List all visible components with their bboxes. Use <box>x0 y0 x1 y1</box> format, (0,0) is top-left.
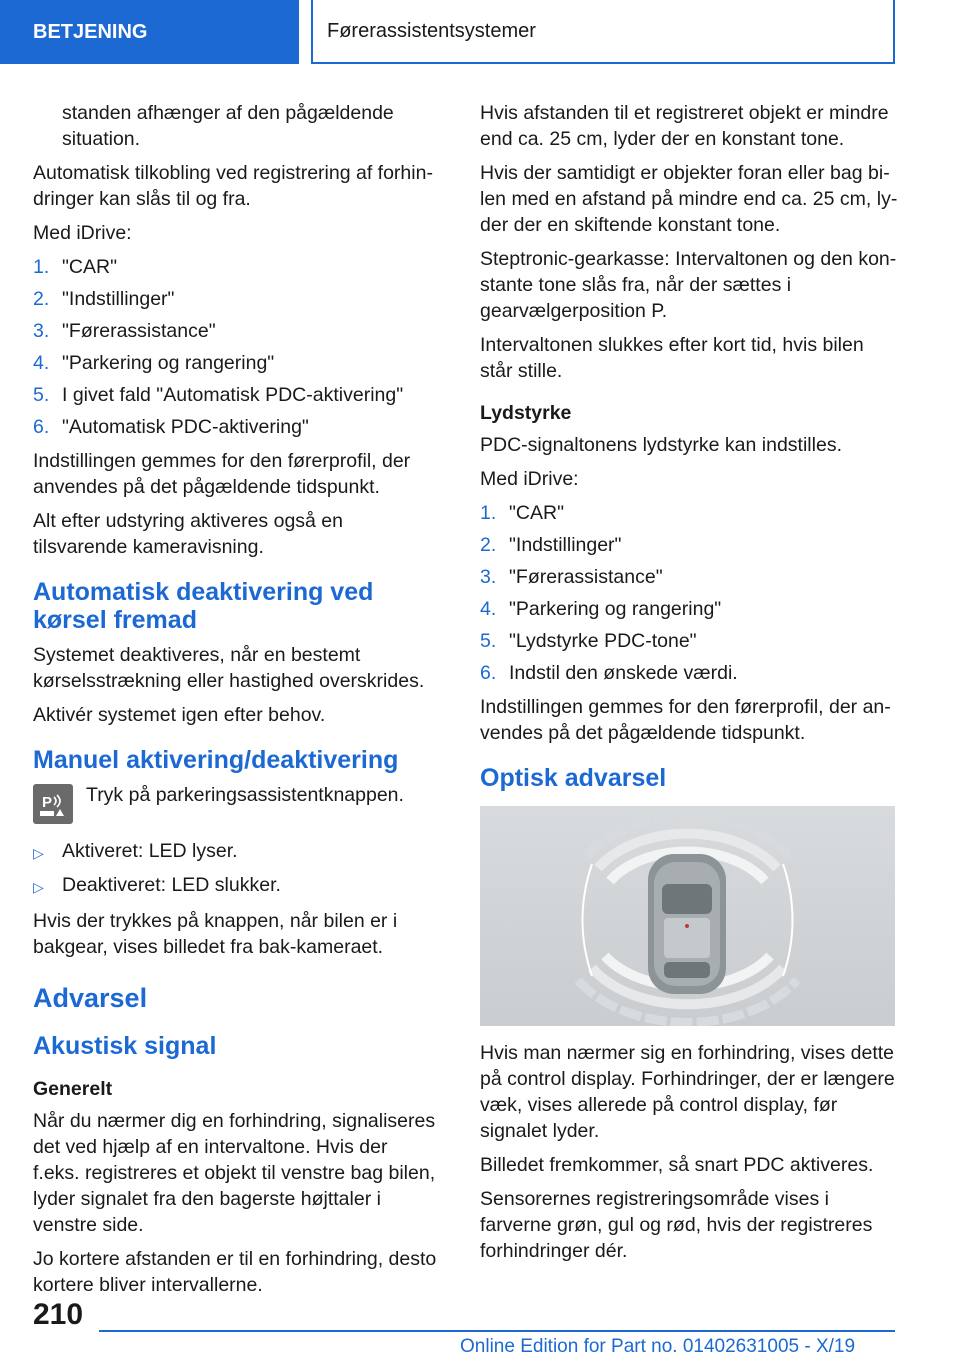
led-status-list <box>33 838 438 900</box>
step-text: "Førerassistance" <box>509 566 663 588</box>
button-instruction <box>33 782 438 824</box>
step-text: "CAR" <box>509 502 565 524</box>
paragraph: Indstillingen gemmes for den førerprofil, der anvendes på det pågældende tidspunkt. <box>33 450 411 498</box>
footer-divider <box>99 1330 895 1332</box>
list-item <box>33 382 438 408</box>
list-item <box>480 532 898 558</box>
chapter-title: Førerassistentsystemer <box>327 19 536 42</box>
bullet-text: Aktiveret: LED lyser. <box>62 840 238 862</box>
paragraph: Hvis man nærmer sig en forhindring, vises dette på control display. Forhindringer, der er længere væk, vises allerede på control display, før signalet lyder. <box>480 1042 895 1142</box>
step-text: "Indstillinger" <box>509 534 622 556</box>
paragraph: Hvis afstanden til et registreret objekt er mindre end ca. 25 cm, lyder der en konstant tone. <box>480 102 889 150</box>
section-tab <box>0 0 299 64</box>
paragraph: Automatisk tilkobling ved registrering af forhindringer kan slås til og fra. <box>33 162 433 210</box>
step-number: 1. <box>33 256 50 278</box>
right-column <box>480 100 898 1272</box>
idrive-steps-list <box>480 500 898 686</box>
paragraph: Med iDrive: <box>480 468 579 490</box>
step-number: 3. <box>480 566 497 588</box>
step-number: 4. <box>33 352 50 374</box>
list-item <box>480 660 898 686</box>
step-number: 5. <box>33 384 50 406</box>
step-number: 2. <box>480 534 497 556</box>
step-number: 4. <box>480 598 497 620</box>
svg-text:P: P <box>42 794 53 811</box>
paragraph: Alt efter udstyring aktiveres også en tilsvarende kameravisning. <box>33 510 343 558</box>
list-item <box>33 838 438 866</box>
step-number: 6. <box>33 416 50 438</box>
section-heading: Akustisk signal <box>33 1032 217 1060</box>
paragraph: Hvis der samtidigt er objekter foran eller bag bilen med en afstand på mindre end ca. 25 cm, lyder der en skiftende konstant tone. <box>480 162 898 236</box>
list-item <box>480 564 898 590</box>
list-item <box>33 872 438 900</box>
step-text: "Lydstyrke PDC-tone" <box>509 630 697 652</box>
page-number: 210 <box>33 1298 84 1331</box>
triangle-bullet-icon: ▷ <box>33 845 44 861</box>
section-heading: Manuel aktivering/deaktivering <box>33 746 399 774</box>
paragraph: PDC-signaltonens lydstyrke kan indstilles. <box>480 434 842 456</box>
paragraph: Med iDrive: <box>33 222 132 244</box>
paragraph: Steptronic-gearkasse: Intervaltonen og den konstante tone slås fra, når der sættes i gearvælgerposition P. <box>480 248 897 322</box>
step-number: 5. <box>480 630 497 652</box>
list-item <box>33 318 438 344</box>
section-heading: Automatisk deaktivering ved kørsel fremad <box>33 578 374 634</box>
step-text: "Parkering og rangering" <box>62 352 275 374</box>
section-title: BETJENING <box>33 20 148 43</box>
paragraph: Systemet deaktiveres, når en bestemt kørselsstrækning eller hastighed overskrides. <box>33 644 425 692</box>
pdc-display-image <box>480 806 895 1026</box>
list-item <box>480 500 898 526</box>
step-number: 3. <box>33 320 50 342</box>
step-text: "Indstillinger" <box>62 288 175 310</box>
chapter-tab <box>311 0 895 64</box>
subheading: Lydstyrke <box>480 402 572 424</box>
step-text: Indstil den ønskede værdi. <box>509 662 738 684</box>
step-number: 2. <box>33 288 50 310</box>
paragraph: Jo kortere afstanden er til en forhindring, desto kortere bliver intervallerne. <box>33 1248 437 1296</box>
paragraph: Sensorernes registreringsområde vises i farverne grøn, gul og rød, hvis der registreres forhindringer dér. <box>480 1188 873 1262</box>
section-heading: Optisk advarsel <box>480 764 667 792</box>
chapter-heading: Advarsel <box>33 983 148 1013</box>
step-text: "Førerassistance" <box>62 320 216 342</box>
footer-edition: Online Edition for Part no. 01402631005 - X/19 <box>460 1336 856 1357</box>
step-number: 6. <box>480 662 497 684</box>
bullet-text: Deaktiveret: LED slukker. <box>62 874 281 896</box>
list-item <box>33 414 438 440</box>
paragraph: Billedet fremkommer, så snart PDC aktiveres. <box>480 1154 874 1176</box>
list-item <box>480 628 898 654</box>
left-column <box>33 100 438 1306</box>
step-text: "Automatisk PDC-aktivering" <box>62 416 309 438</box>
paragraph: Intervaltonen slukkes efter kort tid, hvis bilen står stille. <box>480 334 864 382</box>
parking-assistant-button-icon <box>33 784 73 824</box>
paragraph: Aktivér systemet igen efter behov. <box>33 704 326 726</box>
paragraph: Når du nærmer dig en forhindring, signaliseres det ved hjælp af en intervaltone. Hvis der f.eks. registreres et objekt til venstre bag bilen, lyder signalet fra den bagerste højttaler i venstre side. <box>33 1110 436 1236</box>
list-item <box>33 350 438 376</box>
paragraph: standen afhænger af den pågældende situation. <box>62 102 394 150</box>
step-text: "Parkering og rangering" <box>509 598 722 620</box>
paragraph: Tryk på parkeringsassistentknappen. <box>86 784 404 806</box>
subheading: Generelt <box>33 1078 113 1100</box>
paragraph: Hvis der trykkes på knappen, når bilen er i bakgear, vises billedet fra bak-kameraet. <box>33 910 398 958</box>
list-item <box>33 286 438 312</box>
step-number: 1. <box>480 502 497 524</box>
paragraph: Indstillingen gemmes for den førerprofil, der anvendes på det pågældende tidspunkt. <box>480 696 891 744</box>
step-text: "CAR" <box>62 256 118 278</box>
step-text: I givet fald "Automatisk PDC-aktivering" <box>62 384 404 406</box>
idrive-steps-list <box>33 254 438 440</box>
triangle-bullet-icon: ▷ <box>33 879 44 895</box>
list-item <box>33 254 438 280</box>
list-item <box>480 596 898 622</box>
